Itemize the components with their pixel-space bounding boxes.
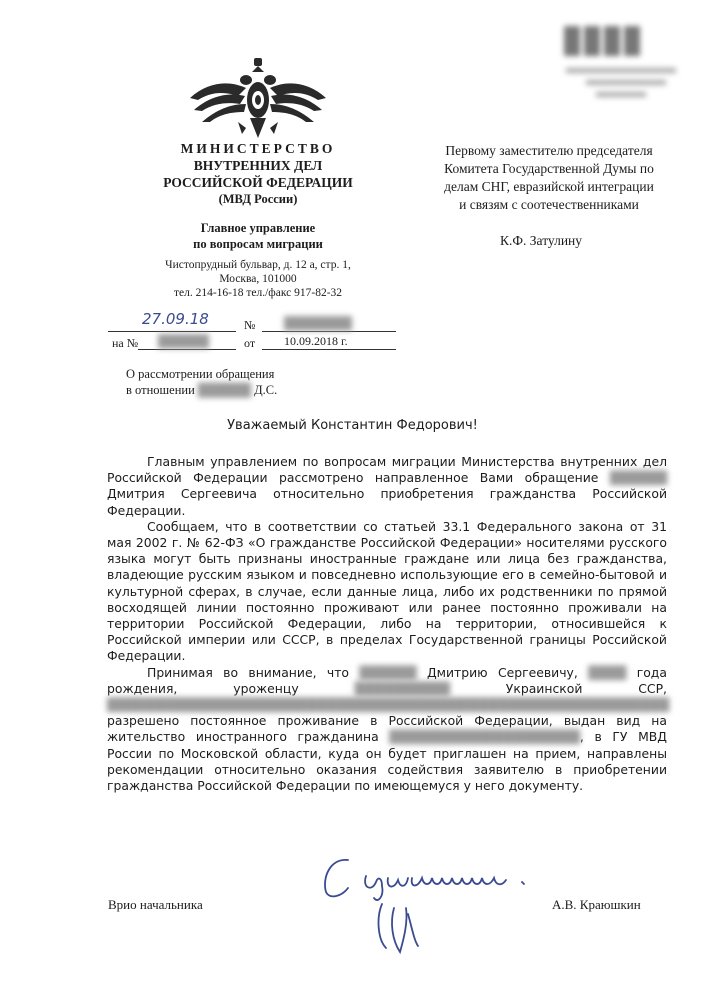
reference-date: 10.09.2018 г. — [284, 334, 348, 348]
redacted-decision: ███████████████████████████████████████████████████████████ — [107, 697, 670, 713]
department-line-1: Главное управление — [200, 221, 316, 235]
ministry-line-2: ВНУТРЕННИХ ДЕЛ — [193, 158, 323, 173]
number-line — [262, 331, 396, 332]
department-address — [120, 258, 396, 300]
ministry-line-3: РОССИЙСКОЙ ФЕДЕРАЦИИ — [163, 175, 353, 190]
date-line — [108, 331, 236, 332]
department-name — [120, 220, 396, 252]
handwritten-signature-icon — [312, 848, 552, 968]
letter-body — [107, 454, 670, 794]
addressee-line-4: и связям с соотечественниками — [459, 197, 639, 212]
mvd-emblem-icon — [188, 58, 328, 140]
handwritten-date: 27.09.18 — [142, 310, 209, 328]
p3-text-f: , в ГУ МВД России по Московской области, куда он будет приглашен на прием, направлены рекомендации относительно оказания содействия заявителю в приобретении гражданства Российской Федерации по имеющемуся у него документу. — [107, 729, 667, 794]
ministry-line-1: МИНИСТЕРСТВО — [180, 141, 336, 156]
signatory-position: Врио начальника — [108, 897, 203, 912]
subject-suffix: Д.С. — [254, 383, 278, 397]
reference-date-line — [262, 349, 396, 350]
paragraph-3 — [107, 664, 670, 795]
addressee-name: К.Ф. Затулину — [500, 233, 583, 248]
signatory-name: А.В. Краюшкин — [552, 897, 641, 912]
addressee-line-2: Комитета Государственной Думы по — [444, 161, 654, 176]
redacted-birthplace: ██████████ — [354, 680, 450, 696]
addressee-line-3: делам СНГ, евразийской интеграции — [444, 179, 654, 194]
greeting: Уважаемый Константин Федорович! — [227, 418, 478, 433]
address-line-1: Чистопрудный бульвар, д. 12 а, стр. 1, — [165, 259, 351, 271]
addressee-block — [415, 142, 683, 214]
reference-number-line — [138, 349, 236, 350]
p3-text-a: Принимая во внимание, что — [147, 664, 350, 680]
redacted-reference-number: ██████ — [158, 334, 210, 348]
paragraph-2: Сообщаем, что в соответствии со статьей 33.1 Федерального закона от 31 мая 2002 г. № 62-ФЗ «О гражданстве Российской Федерации» носителями русского языка могут быть признаны иностранные граждане или лица без гражданства, владеющие русским языком и повседневно использующие его в семейно-бытовой и культурной сферах, в случае, если данные лица, либо их родственники по прямой восходящей линии постоянно проживают или ранее постоянно проживали на территории Российской Федерации, либо на территории, относившейся к Российской империи или СССР, в пределах Государственной границы Российской Федерации. — [107, 518, 667, 664]
redacted-surname: ██████ — [359, 664, 417, 680]
letter-subject — [126, 366, 277, 398]
subject-prefix: в отношении — [126, 383, 195, 397]
redacted-year: ████ — [588, 664, 627, 680]
address-line-2: Москва, 101000 — [219, 273, 297, 285]
redacted-stamp — [556, 20, 686, 110]
p3-text-c: года рождения, уроженцу — [107, 664, 667, 696]
p1-text-b: Дмитрия Сергеевича относительно приобретения гражданства Российской Федерации. — [107, 486, 667, 518]
addressee-line-1: Первому заместителю председателя — [445, 143, 653, 158]
department-line-2: по вопросам миграции — [193, 237, 323, 251]
ministry-header — [120, 140, 396, 208]
redacted-surname: ██████ — [609, 470, 667, 486]
address-line-3: тел. 214-16-18 тел./факс 917-82-32 — [173, 287, 343, 299]
p3-text-e: разрешено постоянное проживание в Российской Федерации, выдан вид на жительство иностранного гражданина — [107, 713, 667, 745]
p3-text-b: Дмитрию Сергеевичу, — [426, 664, 578, 680]
number-label: № — [244, 318, 256, 332]
redacted-permit-details: ████████████████████ — [389, 729, 580, 745]
p1-text-a: Главным управлением по вопросам миграции Министерства внутренних дел Российской Федерации рассмотрено направленное Вами обращение — [107, 454, 667, 486]
ministry-line-4: (МВД России) — [218, 192, 298, 206]
subject-line-2 — [126, 382, 277, 398]
subject-line-1: О рассмотрении обращения — [126, 367, 275, 381]
redacted-surname: ██████ — [197, 383, 252, 397]
reference-number-label: на № — [112, 336, 139, 350]
paragraph-1 — [107, 454, 667, 519]
reference-date-label: от — [244, 336, 256, 350]
redacted-number: ████████ — [284, 316, 353, 330]
p3-text-d: Украинской ССР, — [505, 680, 667, 696]
